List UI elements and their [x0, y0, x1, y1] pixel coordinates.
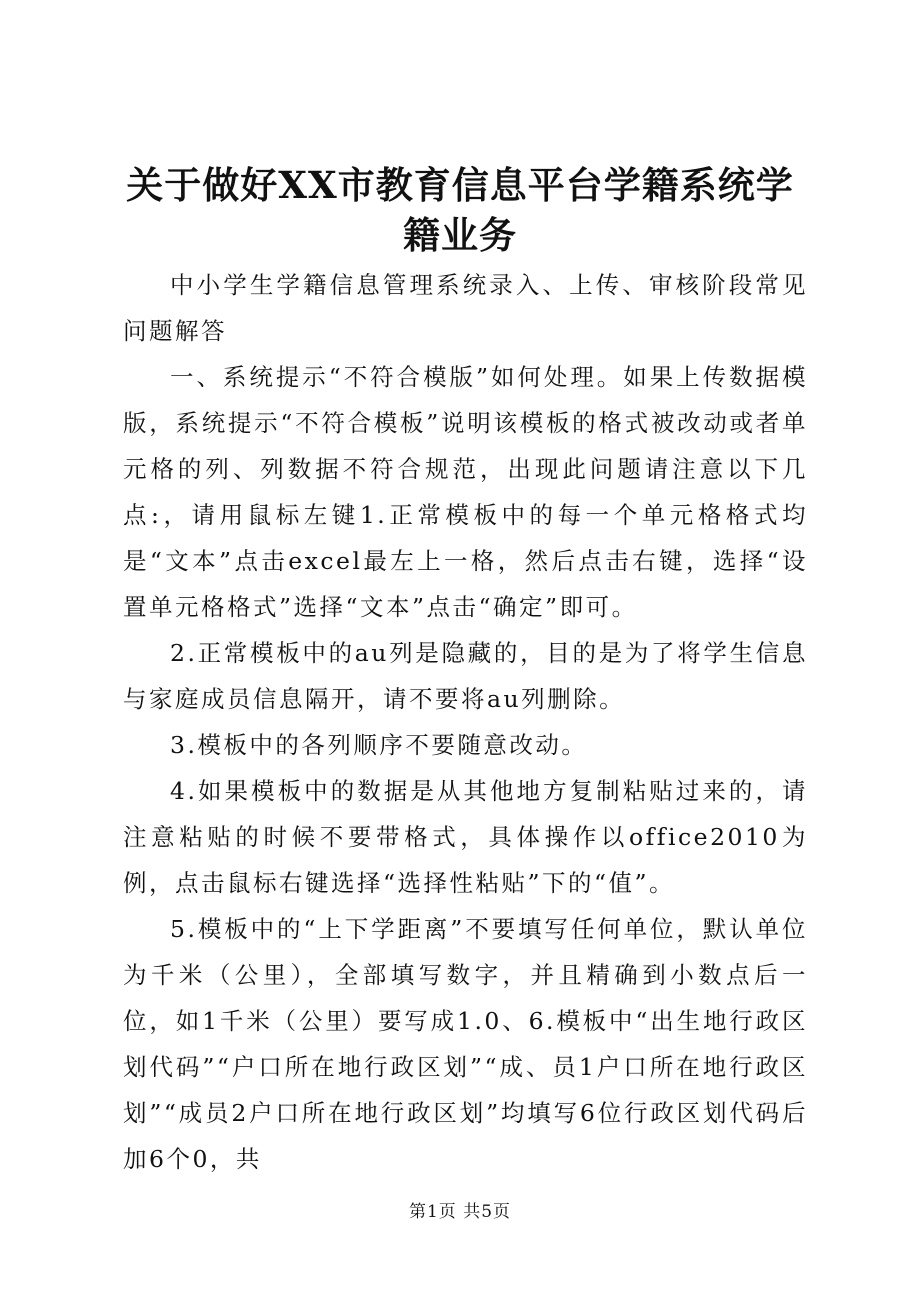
document-title: 关于做好XX市教育信息平台学籍系统学籍业务	[126, 163, 794, 257]
page-footer: 第1页 共5页	[408, 1202, 512, 1222]
paragraph-intro: 中小学生学籍信息管理系统录入、上传、审核阶段常见问题解答	[123, 271, 808, 345]
document-body	[123, 262, 808, 1182]
paragraph-item-4: 4.如果模板中的数据是从其他地方复制粘贴过来的，请注意粘贴的时候不要带格式，具体操作以office2010为例，点击鼠标右键选择“选择性粘贴”下的“值”。	[123, 777, 808, 897]
paragraph-item-5: 5.模板中的“上下学距离”不要填写任何单位，默认单位为千米（公里），全部填写数字，并且精确到小数点后一位，如1千米（公里）要写成1.0、6.模板中“出生地行政区划代码”“户口所在地行政区划”“成、员1户口所在地行政区划”“成员2户口所在地行政区划”均填写6位行政区划代码后加6个0，共	[123, 915, 808, 1173]
paragraph-item-3: 3.模板中的各列顺序不要随意改动。	[170, 731, 588, 759]
paragraph-section-1: 一、系统提示“不符合模版”如何处理。如果上传数据模版，系统提示“不符合模板”说明该模板的格式被改动或者单元格的列、列数据不符合规范，出现此问题请注意以下几点:，请用鼠标左键1.正常模板中的每一个单元格格式均是“文本”点击excel最左上一格，然后点击右键，选择“设置单元格格式”选择“文本”点击“确定”即可。	[123, 363, 808, 621]
paragraph-item-2: 2.正常模板中的au列是隐藏的，目的是为了将学生信息与家庭成员信息隔开，请不要将au列删除。	[123, 639, 808, 713]
